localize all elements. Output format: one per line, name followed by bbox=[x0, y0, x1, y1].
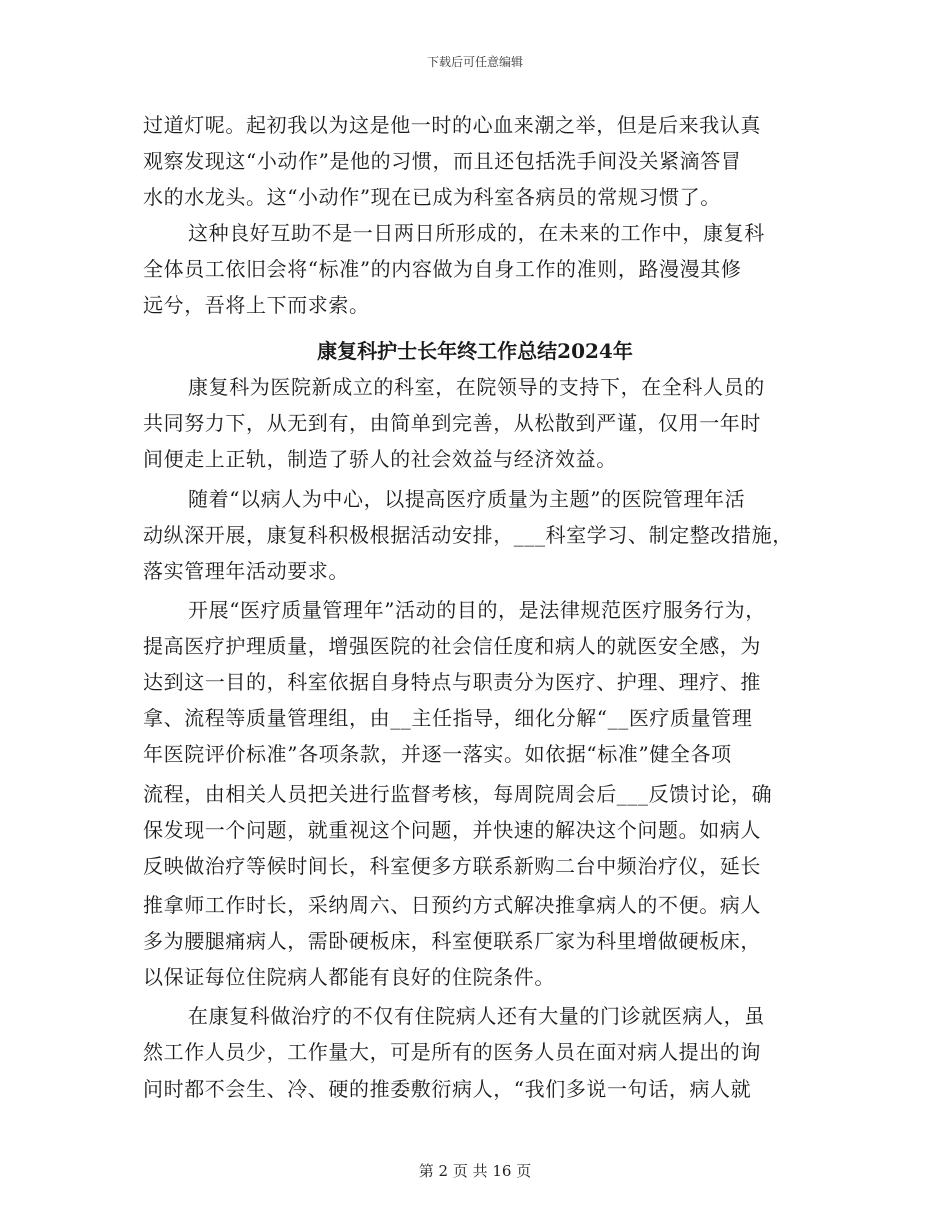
text-line: 共同努力下，从无到有，由简单到完善，从松散到严谨，仅用一年时 bbox=[143, 411, 761, 435]
page-header-note: 下载后可任意编辑 bbox=[426, 55, 523, 69]
text-line: 年医院评价标准”各项条款，并逐一落实。如依据“标准”健全各项 bbox=[143, 742, 732, 766]
text-line: 推拿师工作时长，采纳周六、日预约方式解决推拿病人的不便。病人 bbox=[143, 893, 761, 917]
text-line: 水的水龙头。这“小动作”现在已成为科室各病员的常规习惯了。 bbox=[143, 185, 721, 209]
text-line: 保发现一个问题，就重视这个问题，并快速的解决这个问题。如病人 bbox=[143, 818, 761, 842]
text-line: 流程，由相关人员把关进行监督考核，每周院周会后___反馈讨论，确 bbox=[143, 782, 773, 806]
text-line: 在康复科做治疗的不仅有住院病人还有大量的门诊就医病人，虽 bbox=[188, 1004, 765, 1028]
text-line: 远兮，吾将上下而求索。 bbox=[143, 293, 370, 317]
text-line: 间便走上正轨，制造了骄人的社会效益与经济效益。 bbox=[143, 447, 617, 471]
text-line: 动纵深开展，康复科积极根据活动安排，___科室学习、制定整改措施， bbox=[143, 523, 793, 547]
text-line: 康复科为医院新成立的科室，在院领导的支持下，在全科人员的 bbox=[188, 375, 765, 399]
text-line: 观察发现这“小动作”是他的习惯，而且还包括洗手间没关紧滴答冒 bbox=[143, 149, 742, 173]
text-line: 问时都不会生、冷、硬的推委敷衍病人，“我们多说一句话，病人就 bbox=[143, 1077, 752, 1101]
section-title: 康复科护士长年终工作总结2024年 bbox=[317, 339, 633, 363]
text-line: 开展“医疗质量管理年”活动的目的，是法律规范医疗服务行为， bbox=[188, 598, 766, 622]
text-line: 随着“以病人为中心，以提高医疗质量为主题”的医院管理年活 bbox=[188, 487, 746, 511]
text-line: 这种良好互助不是一日两日所形成的，在未来的工作中，康复科 bbox=[188, 221, 765, 245]
text-line: 反映做治疗等候时间长，科室便多方联系新购二台中频治疗仪，延长 bbox=[143, 854, 761, 878]
text-line: 然工作人员少，工作量大，可是所有的医务人员在面对病人提出的询 bbox=[143, 1040, 761, 1064]
text-line: 提高医疗护理质量，增强医院的社会信任度和病人的就医安全感，为 bbox=[143, 634, 761, 658]
text-line: 多为腰腿痛病人，需卧硬板床，科室便联系厂家为科里增做硬板床， bbox=[143, 929, 761, 953]
text-line: 拿、流程等质量管理组，由__主任指导，细化分解“__医疗质量管理 bbox=[143, 706, 753, 730]
text-line: 全体员工依旧会将“标准”的内容做为自身工作的准则，路漫漫其修 bbox=[143, 257, 742, 281]
text-line: 达到这一目的，科室依据自身特点与职责分为医疗、护理、理疗、推 bbox=[143, 670, 761, 694]
text-line: 过道灯呢。起初我以为这是他一时的心血来潮之举，但是后来我认真 bbox=[143, 113, 761, 137]
text-line: 以保证每位住院病人都能有良好的住院条件。 bbox=[143, 965, 555, 989]
page-number: 第 2 页 共 16 页 bbox=[418, 1162, 532, 1180]
text-line: 落实管理年活动要求。 bbox=[143, 559, 349, 583]
